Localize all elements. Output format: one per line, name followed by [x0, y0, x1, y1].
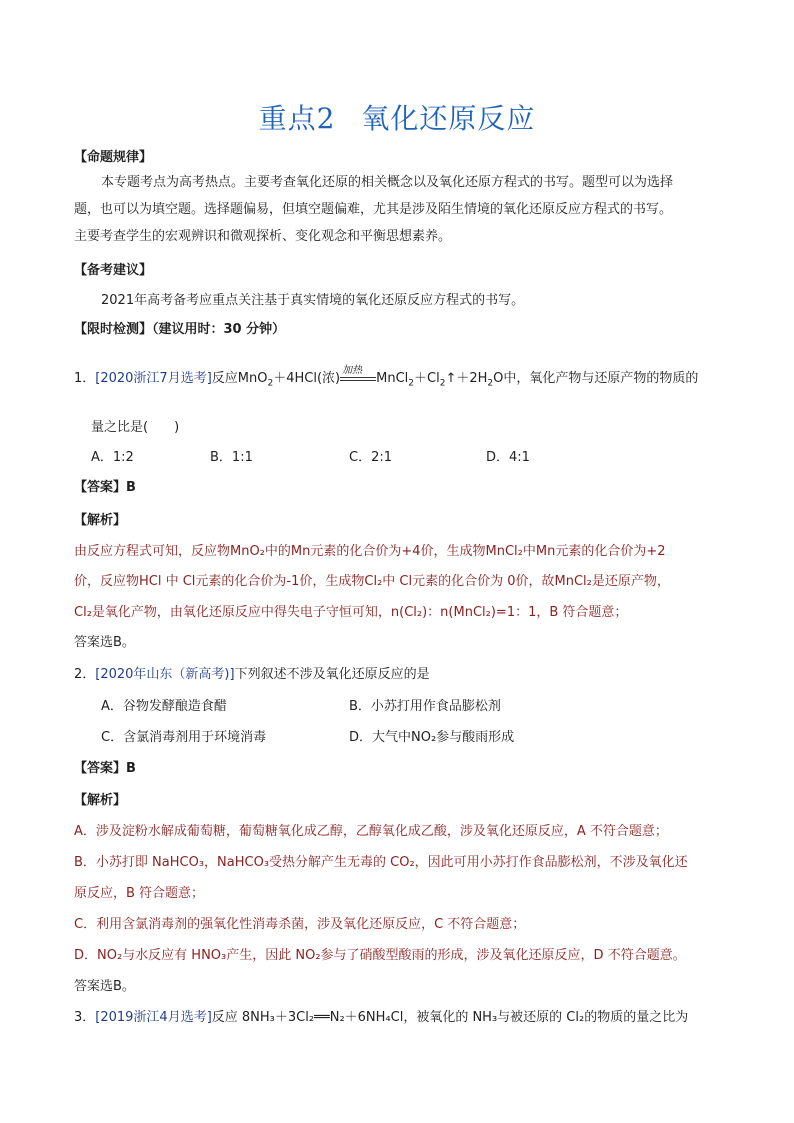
mingti-line-1: 本专题考点为高考热点。主要考查氧化还原的相关概念以及氧化还原方程式的书写。题型可以为选择 [101, 175, 674, 190]
q1-explanation-line-1: 由反应方程式可知，反应物MnO₂中的Mn元素的化合价为+4价，生成物MnCl₂中Mn元素的化合价为+2 [74, 544, 666, 559]
q2-option-c: C．含氯消毒剂用于环境消毒 [101, 730, 267, 745]
q3-number: 3． [74, 1010, 96, 1025]
q1-analysis-heading: 【解析】 [74, 513, 127, 528]
q1-explanation-line-4: 答案选B。 [74, 635, 135, 650]
beikao-line: 2021年高考备考应重点关注基于真实情境的氧化还原反应方程式的书写。 [101, 293, 525, 308]
q2-explanation-line-4: C．利用含氯消毒剂的强氧化性消毒杀菌，涉及氧化还原反应，C 不符合题意； [74, 917, 526, 932]
q2-answer: 【答案】B [74, 761, 136, 776]
q2-explanation-line-1: A．涉及淀粉水解成葡萄糖，葡萄糖氧化成乙醇，乙醇氧化成乙酸，涉及氧化还原反应，A 不符合题意； [74, 824, 668, 839]
mingti-line-2: 题，也可以为填空题。选择题偏易，但填空题偏难，尤其是涉及陌生情境的氧化还原反应方程式的书写。 [74, 202, 673, 217]
q3-stem [74, 1006, 688, 1025]
section-heading-mingti: 【命题规律】 [74, 150, 153, 165]
mingti-line-3: 主要考查学生的宏观辨识和微观探析、变化观念和平衡思想素养。 [74, 229, 452, 244]
q1-option-d: D．4:1 [486, 450, 530, 465]
q2-explanation-line-2: B．小苏打即 NaHCO₃，NaHCO₃受热分解产生无毒的 CO₂，因此可用小苏打作食品膨松剂，不涉及氧化还 [74, 855, 688, 870]
section-heading-beikao: 【备考建议】 [74, 263, 153, 278]
q2-explanation-line-3: 原反应，B 符合题意； [74, 886, 205, 901]
q1-pre: 反应MnO [211, 371, 268, 386]
q1-explanation-line-3: Cl₂是氧化产物，由氧化还原反应中得失电子守恒可知，n(Cl₂)：n(MnCl₂)=1：1，B 符合题意； [74, 605, 628, 620]
q2-number: 2． [74, 667, 96, 682]
q3-source: [2019浙江4月选考] [95, 1010, 212, 1025]
q1-option-b: B．1:1 [210, 450, 253, 465]
xianshi-label: 【限时检测】 [74, 322, 153, 337]
section-heading-xianshi [74, 318, 285, 337]
q2-explanation-line-6: 答案选B。 [74, 979, 135, 994]
q2-explanation-line-5: D．NO₂与水反应有 HNO₃产生，因此 NO₂参与了硝酸型酸雨的形成，涉及氧化还原反应，D 不符合题意。 [74, 948, 686, 963]
q1-p2: ＋Cl [414, 371, 440, 386]
q1-p2-sub: 2 [439, 378, 446, 389]
q2-stem-text: 下列叙述不涉及氧化还原反应的是 [234, 667, 430, 682]
q1-r2: ＋4HCl(浓) [273, 371, 341, 386]
xianshi-note: （建议用时：30 分钟） [152, 322, 286, 337]
q3-stem-text: 反应 8NH₃＋3Cl₂══N₂＋6NH₄Cl，被氧化的 NH₃与被还原的 Cl₂的物质的量之比为 [211, 1010, 689, 1025]
q1-option-a: A．1:2 [91, 450, 134, 465]
q2-analysis-heading: 【解析】 [74, 793, 127, 808]
q1-p1: MnCl [376, 371, 409, 386]
q1-stem [74, 364, 699, 389]
title-part1: 重点2 [258, 102, 336, 135]
q1-stem-line2: 量之比是( ) [91, 420, 180, 435]
q1-number: 1． [74, 371, 96, 386]
q2-stem [74, 663, 430, 682]
q1-answer: 【答案】B [74, 480, 136, 495]
q1-p3-sub: 2 [487, 378, 494, 389]
q1-source: [2020浙江7月选考] [95, 371, 212, 386]
q1-r1-sub: 2 [267, 378, 274, 389]
title-part2: 氧化还原反应 [361, 102, 536, 135]
q1-p3: ↑＋2H [445, 371, 488, 386]
q2-option-d: D．大气中NO₂参与酸雨形成 [349, 730, 515, 745]
page-title [0, 97, 794, 137]
q1-explanation-line-2: 价，反应物HCl 中 Cl元素的化合价为-1价，生成物Cl₂中 Cl元素的化合价为 0价，故MnCl₂是还原产物， [74, 574, 670, 589]
q1-p4: O中，氧化产物与还原产物的物质的 [493, 371, 699, 386]
q2-option-a: A．谷物发酵酿造食醋 [101, 699, 227, 714]
q1-p1-sub: 2 [408, 378, 414, 389]
q2-option-b: B．小苏打用作食品膨松剂 [349, 699, 501, 714]
reaction-arrow [340, 364, 376, 385]
q1-option-c: C．2:1 [349, 450, 392, 465]
reaction-condition: 加热 [342, 364, 363, 376]
q2-source: [2020年山东（新高考)] [95, 667, 235, 682]
